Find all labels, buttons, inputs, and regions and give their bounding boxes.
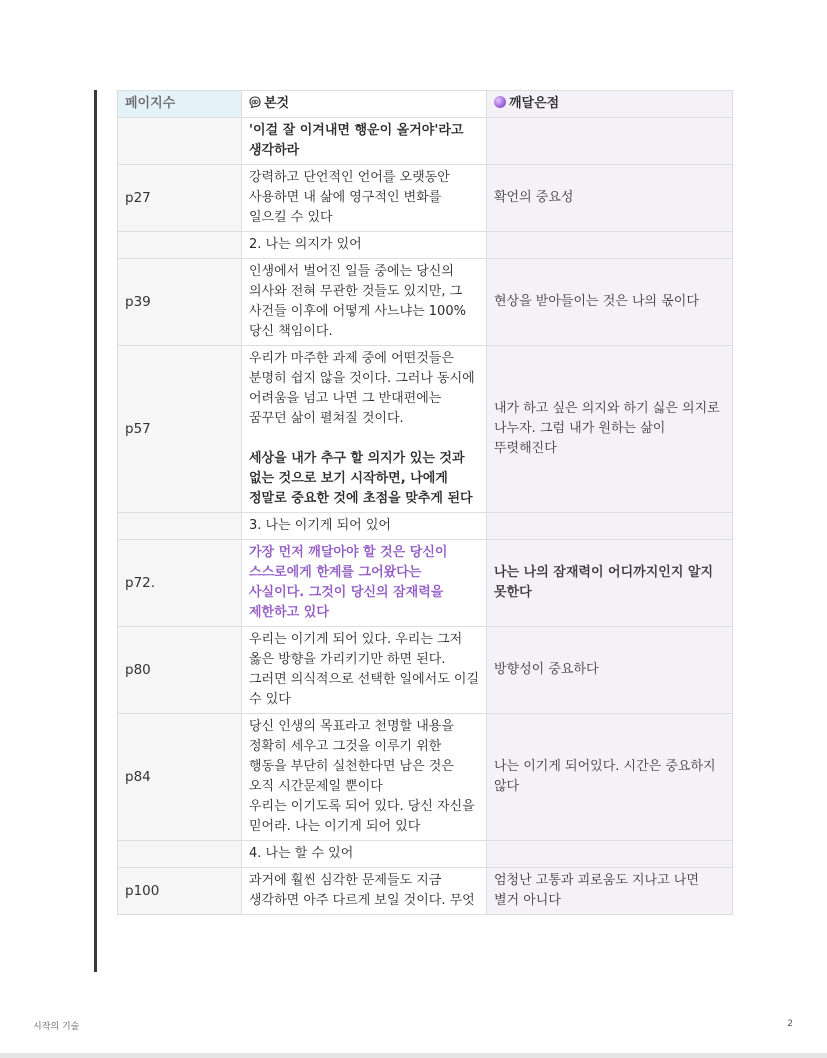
- header-insight: [487, 91, 733, 118]
- header-page: 페이지수: [118, 91, 242, 118]
- row-insight-cell: 나는 이기게 되어있다. 시간은 중요하지 않다: [487, 714, 733, 841]
- footer-page-number: 2: [787, 1019, 793, 1029]
- row-page-cell: p100: [118, 868, 242, 915]
- crystal-ball-icon: [494, 96, 506, 108]
- row-insight-cell: [487, 513, 733, 540]
- row-page-cell: p72.: [118, 540, 242, 627]
- quote-block-bar: [94, 90, 97, 972]
- quote-text: '이걸 잘 이겨내면 행운이 올거야'라고 생각하라: [249, 123, 464, 158]
- table-row: [118, 627, 733, 714]
- row-quote-cell: [242, 627, 487, 714]
- quote-spacer: [249, 429, 479, 449]
- page-cut-fade: [117, 955, 732, 973]
- row-insight-cell: 현상을 받아들이는 것은 나의 몫이다: [487, 259, 733, 346]
- quote-text: 강력하고 단언적인 언어를 오랫동안 사용하면 내 삶에 영구적인 변화를 일으킬 수 있다: [249, 170, 450, 225]
- table-row: [118, 259, 733, 346]
- table-row: [118, 165, 733, 232]
- eye-in-speech-bubble-icon: [249, 96, 261, 108]
- table-row: [118, 540, 733, 627]
- quote-text: 2. 나는 의지가 있어: [249, 237, 362, 252]
- row-quote-cell: [242, 841, 487, 868]
- quote-text: 당신 인생의 목표라고 천명할 내용을 정확히 세우고 그것을 이루기 위한 행동을 부단히 실천한다면 남은 것은 오직 시간문제일 뿐이다: [249, 719, 454, 794]
- row-quote-cell: [242, 540, 487, 627]
- header-insight-label: 깨달은점: [509, 96, 560, 111]
- row-quote-cell: [242, 259, 487, 346]
- row-quote-cell: [242, 232, 487, 259]
- row-quote-cell: [242, 118, 487, 165]
- quote-text: 인생에서 벌어진 일들 중에는 당신의 의사와 전혀 무관한 것들도 있지만, 그 사건들 이후에 어떻게 사느냐는 100% 당신 책임이다.: [249, 264, 466, 339]
- row-quote-cell: [242, 868, 487, 915]
- row-insight-cell: 확언의 중요성: [487, 165, 733, 232]
- table-row: [118, 841, 733, 868]
- row-page-cell: [118, 232, 242, 259]
- row-insight-cell: 방향성이 중요하다: [487, 627, 733, 714]
- table-row: [118, 346, 733, 513]
- reading-notes-table: [117, 90, 733, 915]
- row-quote-cell: [242, 165, 487, 232]
- header-quote: [242, 91, 487, 118]
- quote-text: 3. 나는 이기게 되어 있어: [249, 518, 391, 533]
- row-insight-cell: [487, 232, 733, 259]
- quote-text: 세상을 내가 추구 할 의지가 있는 것과 없는 것으로 보기 시작하면, 나에게 정말로 중요한 것에 초점을 맞추게 된다: [249, 451, 473, 506]
- table-row: [118, 868, 733, 915]
- quote-text: 우리는 이기게 되어 있다. 우리는 그저 옳은 방향을 가리키기만 하면 된다. 그러면 의식적으로 선택한 일에서도 이길 수 있다: [249, 632, 480, 707]
- quote-text: 우리가 마주한 과제 중에 어떤것들은 분명히 쉽지 않을 것이다. 그러나 동시에 어려움을 넘고 나면 그 반대편에는 꿈꾸던 삶이 펼쳐질 것이다.: [249, 351, 475, 426]
- row-page-cell: p57: [118, 346, 242, 513]
- table-row: [118, 513, 733, 540]
- footer-document-title: 시작의 기술: [33, 1022, 80, 1032]
- row-page-cell: p84: [118, 714, 242, 841]
- row-quote-cell: [242, 714, 487, 841]
- quote-text: 우리는 이기도록 되어 있다. 당신 자신을 믿어라. 나는 이기게 되어 있다: [249, 799, 475, 834]
- page-edge: [0, 1053, 827, 1058]
- row-insight-cell: 엄청난 고통과 괴로움도 지나고 나면 별거 아니다: [487, 868, 733, 915]
- quote-text: 과거에 훨씬 심각한 문제들도 지금 생각하면 아주 다르게 보일 것이다. 무엇: [249, 873, 475, 908]
- row-page-cell: [118, 513, 242, 540]
- table-row: [118, 118, 733, 165]
- row-insight-cell: 내가 하고 싶은 의지와 하기 싫은 의지로 나누자. 그럼 내가 원하는 삶이 뚜렷해진다: [487, 346, 733, 513]
- table-row: [118, 714, 733, 841]
- row-insight-cell: [487, 841, 733, 868]
- row-page-cell: [118, 118, 242, 165]
- row-quote-cell: [242, 346, 487, 513]
- row-page-cell: [118, 841, 242, 868]
- row-page-cell: p27: [118, 165, 242, 232]
- quote-text: 4. 나는 할 수 있어: [249, 846, 354, 861]
- row-page-cell: p80: [118, 627, 242, 714]
- row-insight-cell: 나는 나의 잠재력이 어디까지인지 알지 못한다: [487, 540, 733, 627]
- header-quote-label: 본것: [264, 96, 290, 111]
- quote-text: 가장 먼저 깨달아야 할 것은 당신이 스스로에게 한계를 그어왔다는 사실이다. 그것이 당신의 잠재력을 제한하고 있다: [249, 545, 448, 620]
- table-row: [118, 232, 733, 259]
- row-insight-cell: [487, 118, 733, 165]
- row-page-cell: p39: [118, 259, 242, 346]
- row-quote-cell: [242, 513, 487, 540]
- table-header-row: [118, 91, 733, 118]
